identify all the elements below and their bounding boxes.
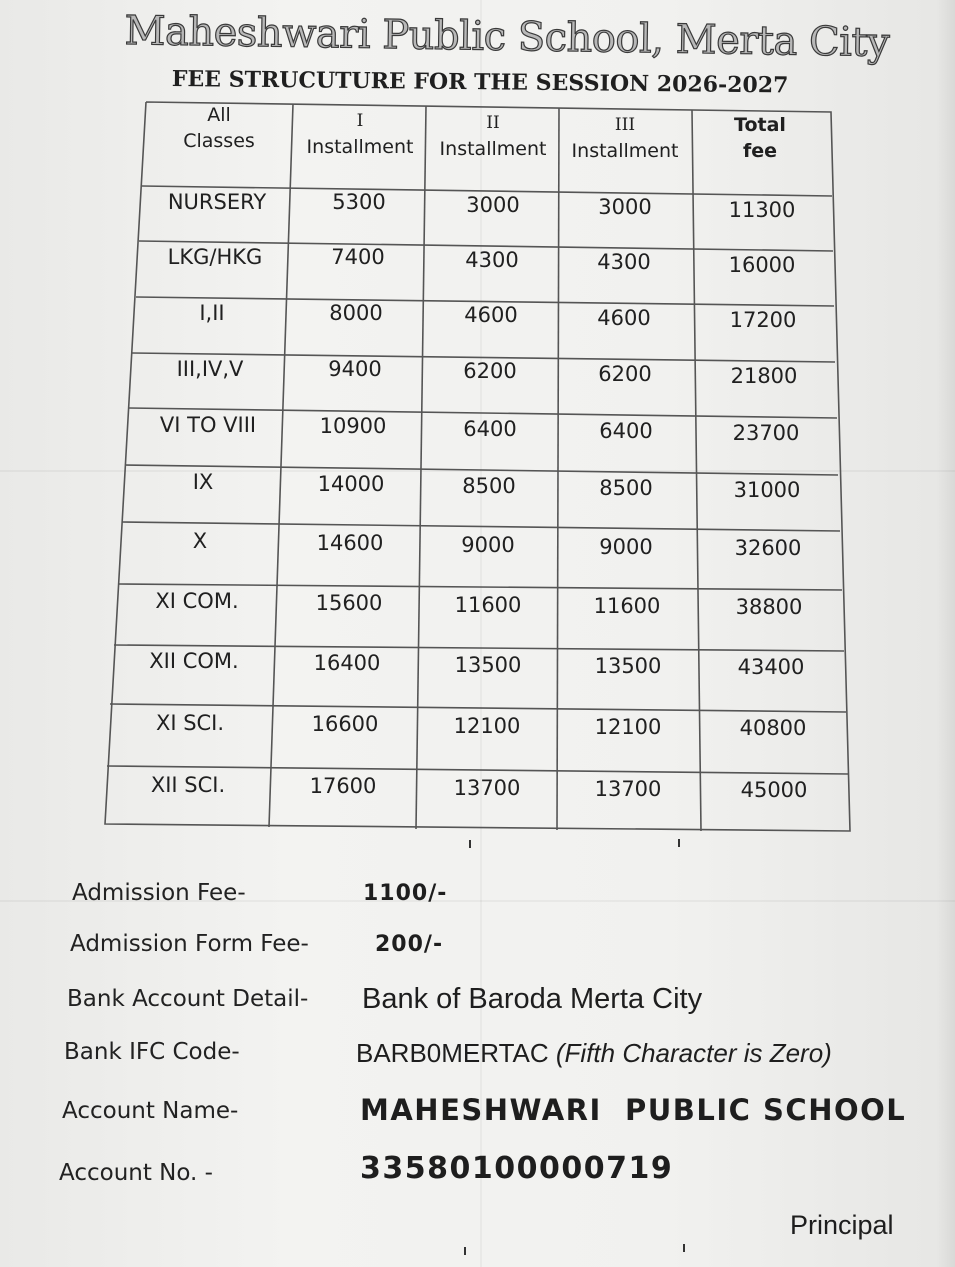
principal-signature-label: Principal [790, 1210, 894, 1240]
class-cell: XII COM. [149, 649, 239, 673]
installment-3-cell: 3000 [598, 195, 652, 219]
installment-2-cell: 4300 [465, 248, 519, 272]
installment-3-cell: 13700 [594, 777, 662, 801]
col-header-line: Classes [183, 130, 255, 152]
col-header-installment-1 [307, 108, 414, 160]
ifsc-code: BARB0MERTAC [356, 1038, 549, 1068]
col-line [692, 110, 701, 831]
paper-edge-shadow [937, 0, 955, 1267]
class-cell: XI SCI. [155, 711, 225, 735]
installment-3-cell: 12100 [594, 715, 662, 739]
class-cell: LKG/HKG [167, 245, 263, 269]
class-cell: I,II [199, 301, 225, 325]
class-cell: NURSERY [167, 190, 267, 214]
account-name-value: MAHESHWARI PUBLIC SCHOOL [360, 1093, 907, 1127]
col-line [416, 106, 426, 829]
class-cell: VI TO VIII [159, 413, 257, 437]
total-fee-cell: 21800 [730, 364, 798, 388]
ifsc-note: (Fifth Character is Zero) [555, 1038, 832, 1068]
school-name: Maheshwari Public School, Merta City [124, 8, 890, 67]
col-header-line: Installment [571, 140, 679, 162]
installment-2-cell: 8500 [462, 474, 516, 498]
installment-1-cell: 16400 [313, 651, 381, 675]
total-fee-cell: 17200 [729, 308, 797, 332]
installment-2-cell: 3000 [466, 193, 520, 217]
row-line [122, 522, 840, 531]
installment-3-cell: 8500 [599, 476, 653, 500]
installment-3-cell: 4600 [597, 306, 651, 330]
total-fee-cell: 43400 [737, 655, 805, 679]
installment-3-cell: 13500 [594, 654, 662, 678]
installment-1-cell: 5300 [332, 190, 386, 214]
col-line [269, 104, 293, 827]
installment-1-cell: 10900 [319, 414, 387, 438]
installment-2-cell: 9000 [461, 533, 515, 557]
col-header-line: All [207, 104, 231, 126]
installment-3-cell: 11600 [593, 594, 661, 618]
installment-3-cell: 9000 [599, 535, 653, 559]
class-cell: III,IV,V [176, 357, 244, 381]
class-cell: XI COM. [155, 589, 239, 613]
bank-account-label: Bank Account Detail- [67, 986, 309, 1012]
session-title: FEE STRUCUTURE FOR THE SESSION 2026-2027 [171, 66, 789, 99]
total-fee-cell: 32600 [734, 536, 802, 560]
installment-1-cell: 9400 [328, 357, 382, 381]
total-fee-cell: 11300 [728, 198, 796, 222]
installment-3-cell: 6400 [599, 419, 653, 443]
installment-1-cell: 17600 [309, 774, 377, 798]
installment-2-cell: 6200 [463, 359, 517, 383]
installment-2-cell: 13700 [453, 776, 521, 800]
class-cell: X [192, 529, 208, 553]
total-fee-cell: 38800 [735, 595, 803, 619]
bank-account-value: Bank of Baroda Merta City [362, 983, 703, 1015]
col-header-line: I [356, 111, 364, 131]
pen-mark [464, 1247, 466, 1255]
total-fee-cell: 45000 [740, 778, 808, 802]
installment-1-cell: 14600 [316, 531, 384, 555]
fee-table [104, 100, 851, 832]
col-header-total [734, 112, 786, 164]
installment-3-cell: 4300 [597, 250, 651, 274]
col-header-line: Total [734, 114, 786, 136]
col-header-installment-3 [572, 112, 679, 164]
total-fee-cell: 31000 [733, 478, 801, 502]
installment-1-cell: 8000 [329, 301, 383, 325]
installment-1-cell: 16600 [311, 712, 379, 736]
col-header-line: II [486, 113, 500, 133]
col-line [557, 108, 559, 830]
installment-2-cell: 11600 [454, 593, 522, 617]
total-fee-cell: 23700 [732, 421, 800, 445]
pen-mark [683, 1244, 685, 1252]
installment-2-cell: 4600 [464, 303, 518, 327]
admission-fee-value: 1100/- [363, 881, 448, 906]
account-number-label: Account No. - [59, 1160, 213, 1186]
col-header-installment-2 [440, 110, 547, 162]
class-cell: IX [192, 470, 214, 494]
pen-mark [678, 839, 680, 847]
admission-form-fee-value: 200/- [375, 932, 444, 957]
installment-2-cell: 12100 [453, 714, 521, 738]
installment-2-cell: 6400 [463, 417, 517, 441]
col-header-classes [183, 102, 255, 154]
admission-form-fee-label: Admission Form Fee- [70, 931, 309, 957]
bank-ifsc-label: Bank IFC Code- [64, 1039, 240, 1065]
col-header-line: fee [742, 140, 778, 162]
account-name-label: Account Name- [62, 1098, 239, 1124]
installment-3-cell: 6200 [598, 362, 652, 386]
pen-mark [469, 840, 471, 848]
account-number-value: 33580100000719 [360, 1151, 674, 1186]
class-cell: XII SCI. [150, 773, 226, 797]
col-header-line: III [614, 115, 636, 135]
installment-1-cell: 15600 [315, 591, 383, 615]
total-fee-cell: 16000 [728, 253, 796, 277]
admission-fee-label: Admission Fee- [72, 880, 246, 906]
installment-1-cell: 14000 [317, 472, 385, 496]
installment-2-cell: 13500 [454, 653, 522, 677]
total-fee-cell: 40800 [739, 716, 807, 740]
bank-ifsc-value [356, 1038, 832, 1069]
col-header-line: Installment [306, 136, 414, 158]
col-header-line: Installment [439, 138, 547, 160]
installment-1-cell: 7400 [331, 245, 385, 269]
